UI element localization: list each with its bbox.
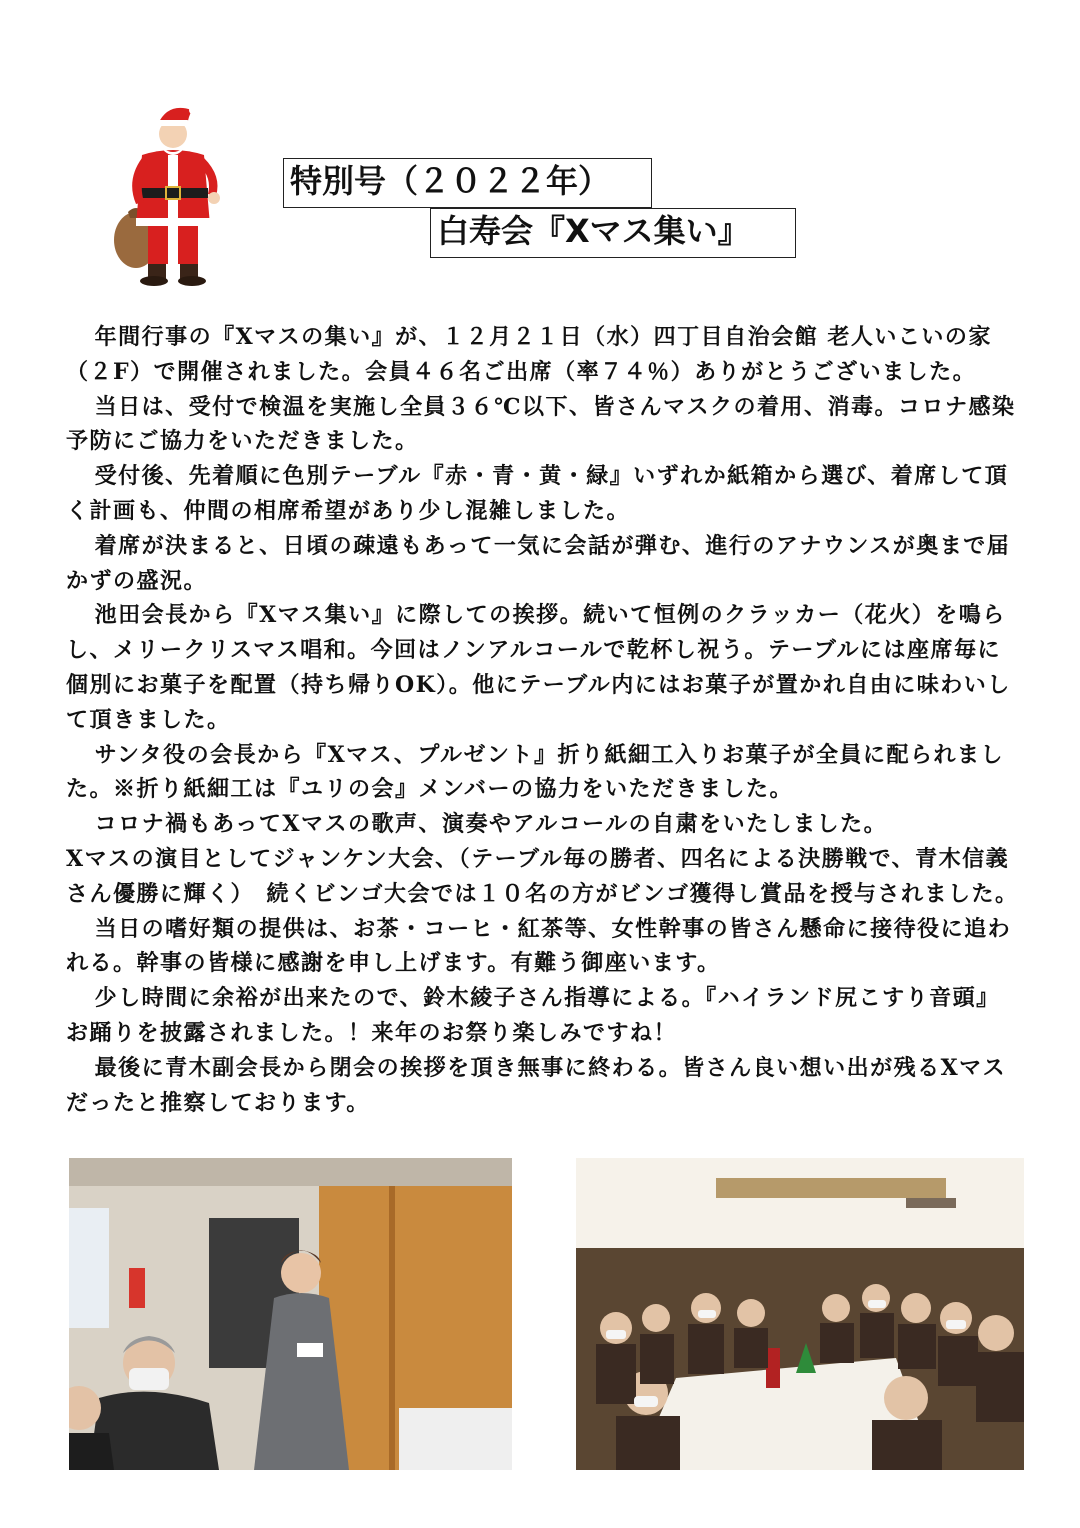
paragraph: 年間行事の『Xマスの集い』が、１２月２１日（水）四丁目自治会館 老人いこいの家（２F）で開催されました。会員４６名ご出席（率７４％）ありがとうございました。 <box>66 324 992 385</box>
paragraph: コロナ禍もあってXマスの歌声、演奏やアルコールの自粛をいたしました。 <box>94 811 888 838</box>
party-hall-photo <box>576 1158 1024 1470</box>
paragraph: Xマスの演目としてジャンケン大会、（テーブル毎の勝者、四名による決勝戦で、青木信義さん優勝に輝く） 続くビンゴ大会では１０名の方がビンゴ獲得し賞品を授与されました。 <box>66 845 1019 907</box>
speaker-photo <box>69 1158 512 1470</box>
paragraph: 最後に青木副会長から閉会の挨拶を頂き無事に終わる。皆さん良い想い出が残るXマスだったと推察しております。 <box>66 1054 1007 1116</box>
article-body <box>66 320 1021 1120</box>
paragraph: 受付後、先着順に色別テーブル『赤・青・黄・緑』いずれか紙箱から選び、着席して頂く計画も、仲間の相席希望があり少し混雑しました。 <box>66 463 1009 524</box>
paragraph: 当日は、受付で検温を実施し全員３６℃以下、皆さんマスクの着用、消毒。コロナ感染予防にご協力をいただきました。 <box>66 393 1016 455</box>
page-subtitle: 白寿会『Xマス集い』 <box>430 208 796 258</box>
paragraph: 着席が決まると、日頃の疎遠もあって一気に会話が弾む、進行のアナウンスが奥まで届かずの盛況。 <box>66 532 1011 594</box>
paragraph: サンタ役の会長から『Xマス、プルゼント』折り紙細工入りお菓子が全員に配られました。※折り紙細工は『ユリの会』メンバーの協力をいただきました。 <box>66 741 1004 803</box>
page-title: 特別号（２０２２年） <box>283 158 652 208</box>
paragraph: 当日の嗜好類の提供は、お茶・コーヒ・紅茶等、女性幹事の皆さん懸命に接待役に追われる。幹事の皆様に感謝を申し上げます。有難う御座います。 <box>66 915 1012 977</box>
santa-claus-icon <box>108 100 238 290</box>
paragraph: 池田会長から『Xマス集い』に際しての挨拶。続いて恒例のクラッカー（花火）を鳴らし、メリークリスマス唱和。今回はノンアルコールで乾杯し祝う。テーブルには座席毎に個別にお菓子を配置（持ち帰りOK）。他にテーブル内にはお菓子が置かれ自由に味わいして頂きました。 <box>66 602 1011 733</box>
paragraph: 少し時間に余裕が出来たので、鈴木綾子さん指導による。『ハイランド尻こすり音頭』お踊りを披露されました。！来年のお祭り楽しみですね！ <box>66 985 1000 1046</box>
